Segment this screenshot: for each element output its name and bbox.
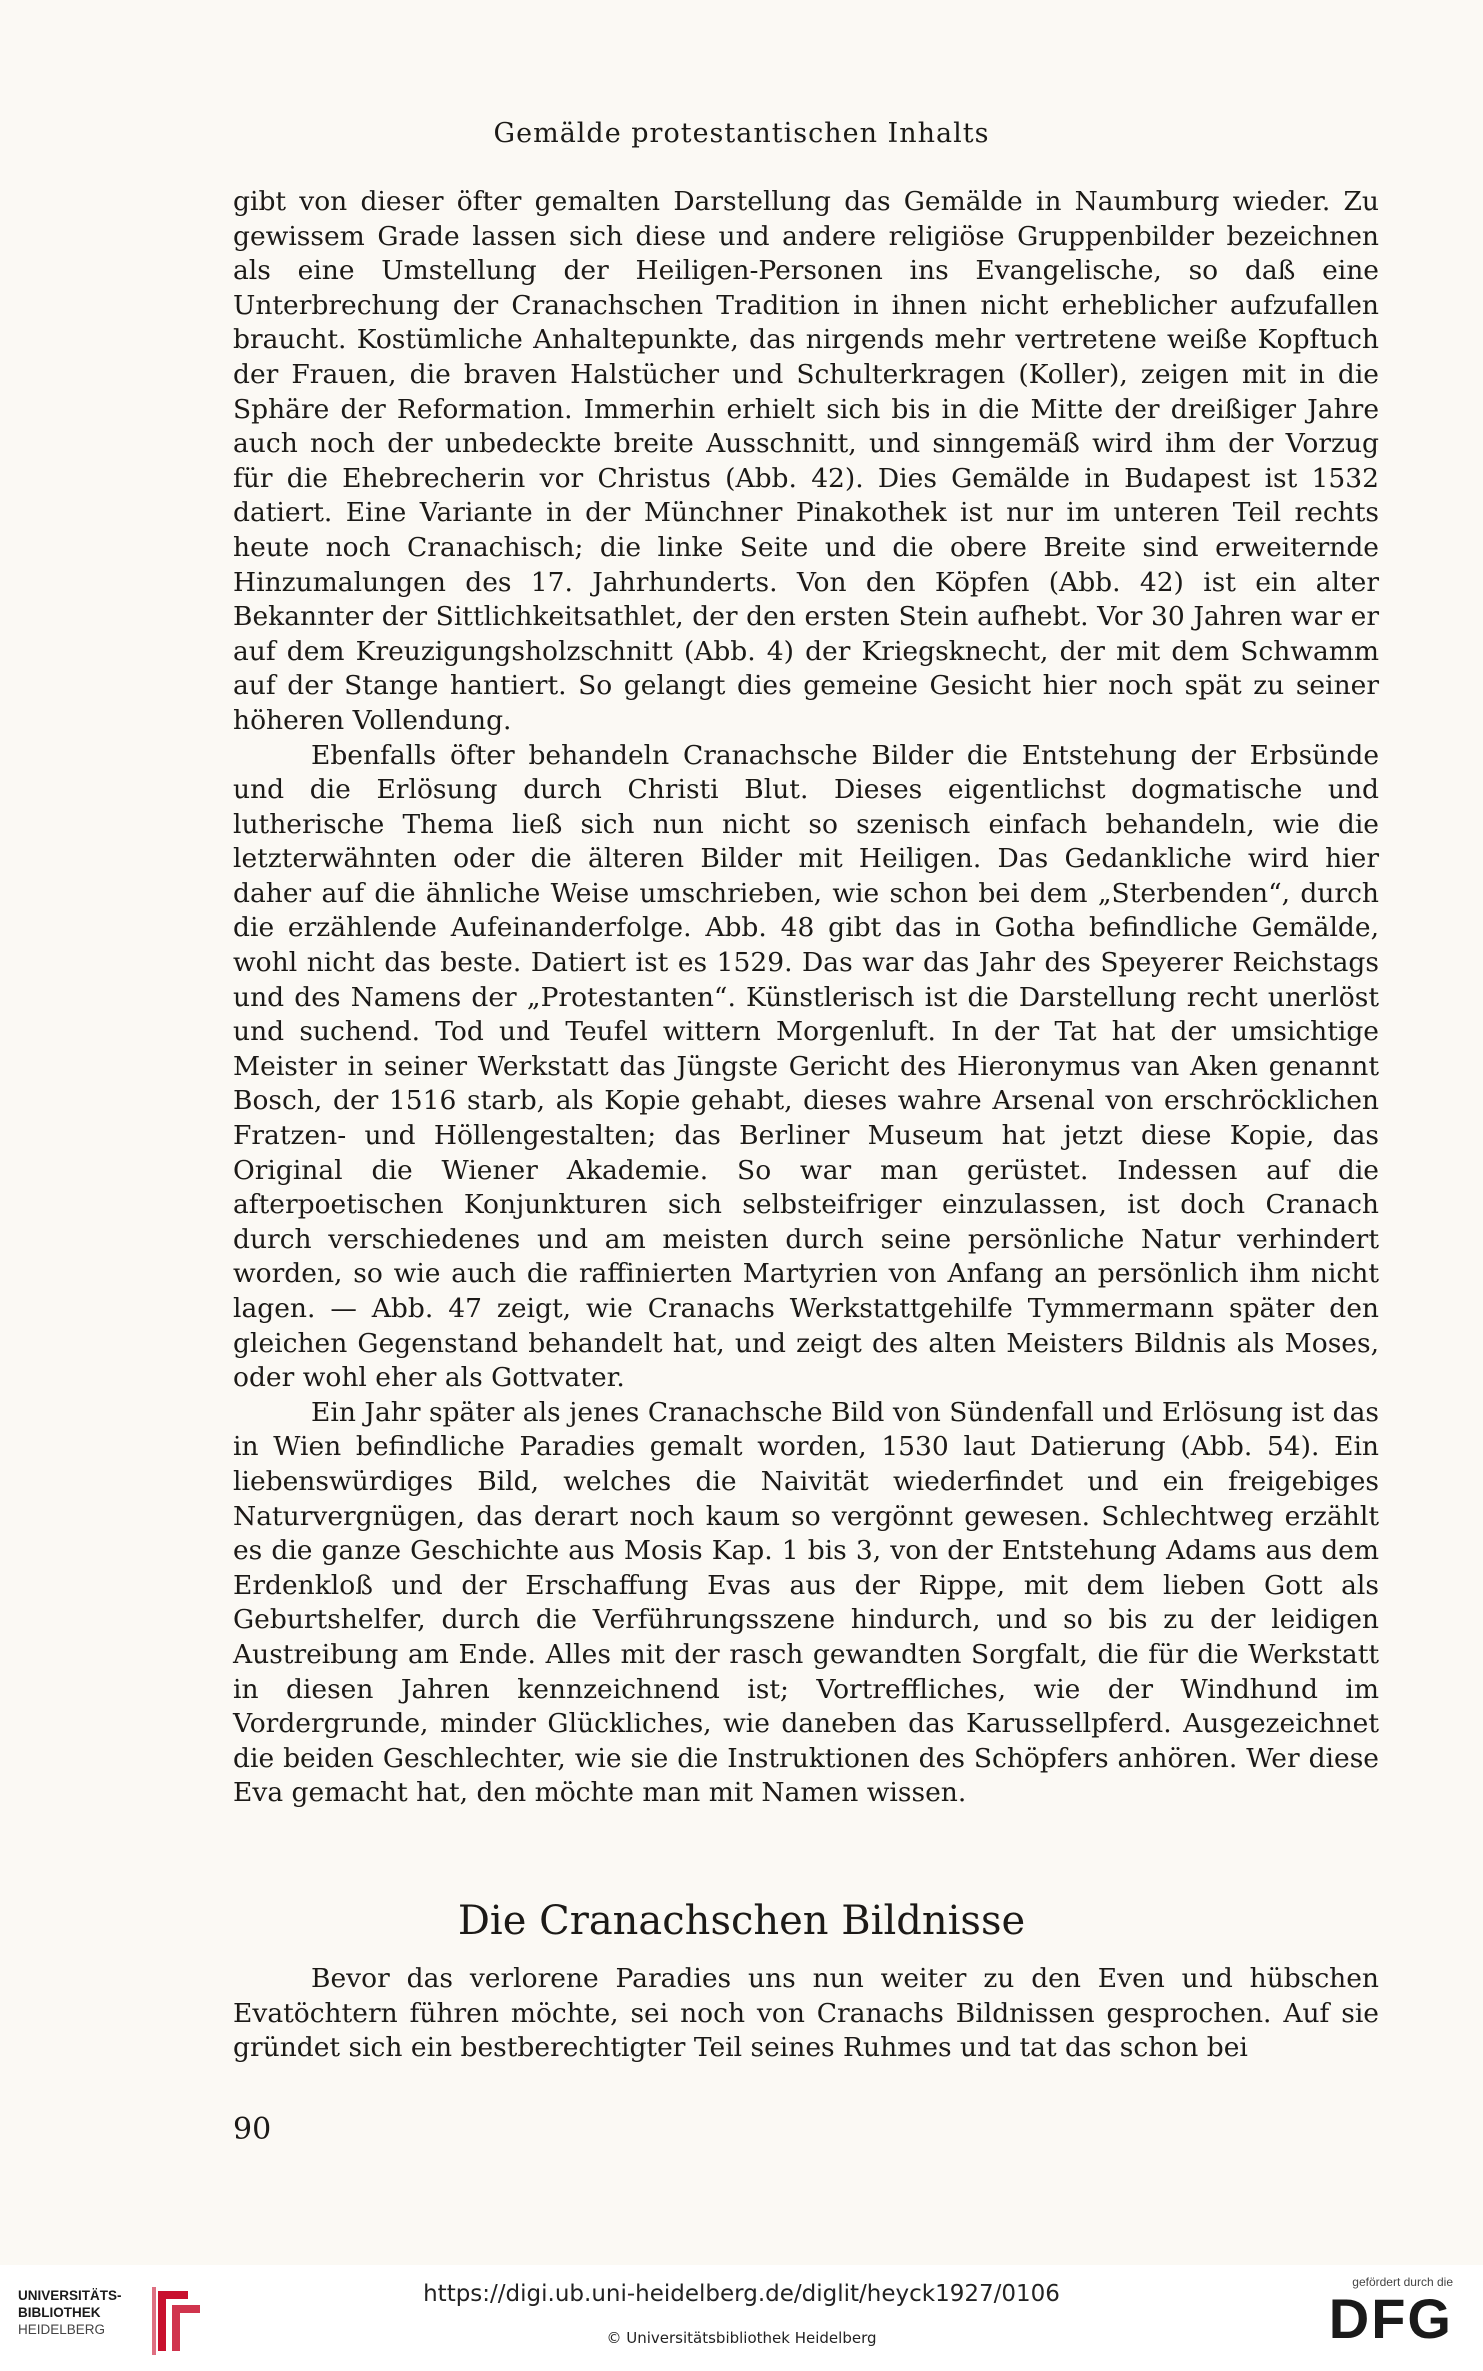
funding-note: gefördert durch die [1352, 2275, 1453, 2289]
dfg-wordmark: DFG [1328, 2287, 1453, 2350]
paragraph: Ein Jahr später als jenes Cranachsche Bild von Sündenfall und Erlösung ist das in Wien befindliche Paradies gemalt worden, 1530 laut Datierung (Abb. 54). Ein liebenswürdiges Bild, welches die Naivität wiederfindet und ein freigebiges Naturvergnügen, das derart noch kaum so vergönnt gewesen. Schlechtweg erzählt es die ganze Geschichte aus Mosis Kap. 1 bis 3, von der Entstehung Adams aus dem Erdenkloß und der Erschaffung Evas aus der Rippe, mit dem lieben Gott als Geburtshelfer, durch die Verführungsszene hindurch, und so bis zu der leidigen Austreibung am Ende. Alles mit der rasch gewandten Sorgfalt, die für die Werkstatt in diesen Jahren kennzeichnend ist; Vortreffliches, wie der Windhund im Vordergrunde, minder Glückliches, wie daneben das Karussellpferd. Ausgezeichnet die beiden Geschlechter, wie sie die Instruktionen des Schöpfers anhören. Wer diese Eva gemacht hat, den möchte man mit Namen wissen. [233, 1396, 1379, 1809]
library-name-line: HEIDELBERG [18, 2322, 106, 2337]
running-header: Gemälde protestantischen Inhalts [493, 118, 990, 149]
page-number: 90 [233, 2112, 272, 2147]
source-url-link[interactable]: https://digi.ub.uni-heidelberg.de/diglit/heyck1927/0106 [423, 2281, 1060, 2307]
copyright-notice: © Universitätsbibliothek Heidelberg [606, 2329, 877, 2347]
paragraph: Bevor das verlorene Paradies uns nun weiter zu den Even und hübschen Evatöchtern führen möchte, sei noch von Cranachs Bildnissen gesprochen. Auf sie gründet sich ein bestberechtigter Teil seines Ruhmes und tat das schon bei [233, 1963, 1379, 2064]
section-text [233, 1962, 1379, 2066]
library-name-line: UNIVERSITÄTS- [18, 2288, 122, 2303]
body-text [233, 185, 1379, 1811]
dfg-logo[interactable] [1303, 2275, 1453, 2349]
library-name-line: BIBLIOTHEK [18, 2305, 101, 2320]
footer [0, 2265, 1483, 2371]
paragraph: gibt von dieser öfter gemalten Darstellung das Gemälde in Naumburg wieder. Zu gewissem Grade lassen sich diese und andere religiöse Gruppenbilder bezeichnen als eine Umstellung der Heiligen-Personen ins Evangelische, so daß eine Unterbrechung der Cranachschen Tradition in ihnen nicht erheblicher aufzufallen braucht. Kostümliche Anhaltepunkte, das nirgends mehr vertretene weiße Kopftuch der Frauen, die braven Halstücher und Schulterkragen (Koller), zeigen mit in die Sphäre der Reformation. Immerhin erhielt sich bis in die Mitte der dreißiger Jahre auch noch der unbedeckte breite Ausschnitt, und sinngemäß wird ihm der Vorzug für die Ehebrecherin vor Christus (Abb. 42). Dies Gemälde in Budapest ist 1532 datiert. Eine Variante in der Münchner Pinakothek ist nur im unteren Teil rechts heute noch Cranachisch; die linke Seite und die obere Breite sind erweiternde Hinzumalungen des 17. Jahrhunderts. Von den Köpfen (Abb. 42) ist ein alter Bekannter der Sittlichkeitsathlet, der den ersten Stein aufhebt. Vor 30 Jahren war er auf dem Kreuzigungsholzschnitt (Abb. 4) der Kriegsknecht, der mit dem Schwamm auf der Stange hantiert. So gelangt dies gemeine Gesicht hier noch spät zu seiner höheren Vollendung. [233, 186, 1379, 736]
paragraph: Ebenfalls öfter behandeln Cranachsche Bilder die Entstehung der Erbsünde und die Erlösung durch Christi Blut. Dieses eigentlichst dogmatische und lutherische Thema ließ sich nun nicht so szenisch einfach behandeln, wie die letzterwähnten oder die älteren Bilder mit Heiligen. Das Gedankliche wird hier daher auf die ähnliche Weise umschrieben, wie schon bei dem „Sterbenden“, durch die erzählende Aufeinanderfolge. Abb. 48 gibt das in Gotha befindliche Gemälde, wohl nicht das beste. Datiert ist es 1529. Das war das Jahr des Speyerer Reichstags und des Namens der „Protestanten“. Künstlerisch ist die Darstellung recht unerlöst und suchend. Tod und Teufel wittern Morgenluft. In der Tat hat der umsichtige Meister in seiner Werkstatt das Jüngste Gericht des Hieronymus van Aken genannt Bosch, der 1516 starb, als Kopie gehabt, dieses wahre Arsenal von erschröcklichen Fratzen- und Höllengestalten; das Berliner Museum hat jetzt diese Kopie, das Original die Wiener Akademie. So war man gerüstet. Indessen auf die afterpoetischen Konjunkturen sich selbsteifriger einzulassen, ist doch Cranach durch verschiedenes und am meisten durch seine persönliche Natur verhindert worden, so wie auch die raffinierten Martyrien von Anfang an persönlich ihm nicht lagen. — Abb. 47 zeigt, wie Cranachs Werkstattgehilfe Tymmermann später den gleichen Gegenstand behandelt hat, und zeigt des alten Meisters Bildnis als Moses, oder wohl eher als Gottvater. [233, 739, 1379, 1394]
section-heading: Die Cranachschen Bildnisse [457, 1898, 1026, 1944]
